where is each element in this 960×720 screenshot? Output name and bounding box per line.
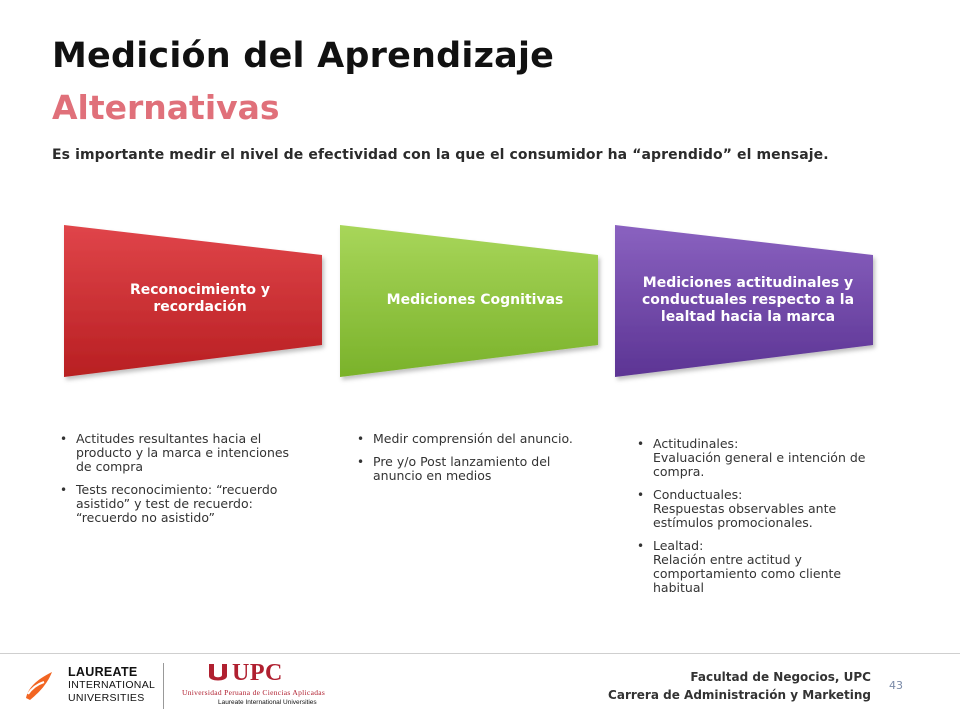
upc-full-name: Universidad Peruana de Ciencias Aplicadas xyxy=(182,688,326,697)
list-item xyxy=(637,539,887,595)
banner-heading-1: Reconocimiento y recordación xyxy=(129,282,271,315)
list-item: • Actitudes resultantes hacia el producto y la marca e intenciones de compra xyxy=(60,432,300,474)
bullet-label: • Lealtad: xyxy=(653,538,704,553)
list-item: • Medir comprensión del anuncio. xyxy=(357,432,597,446)
banner-heading-2: Mediciones Cognitivas xyxy=(386,291,564,308)
bullet-list-2 xyxy=(357,432,597,492)
footer-divider xyxy=(0,653,960,654)
footer-line-2: Carrera de Administración y Marketing xyxy=(608,688,871,702)
footer-text xyxy=(608,668,871,704)
bullet-text: Relación entre actitud y comportamiento como cliente habitual xyxy=(653,552,842,595)
bullet-list-1 xyxy=(60,432,300,534)
upc-emblem-icon xyxy=(205,660,231,686)
bullet-label: • Conductuales: xyxy=(653,487,743,502)
upc-subtitle: Laureate International Universities xyxy=(218,699,317,706)
slide-title: Medición del Aprendizaje xyxy=(52,36,555,76)
list-item xyxy=(637,437,887,479)
bullet-label: • Actitudinales: xyxy=(653,436,739,451)
footer-line-1: Facultad de Negocios, UPC xyxy=(690,670,871,684)
page-number: 43 xyxy=(889,679,903,692)
list-item: • Tests reconocimiento: “recuerdo asistido” y test de recuerdo: “recuerdo no asistido” xyxy=(60,483,300,525)
laureate-logo: LAUREATE INTERNATIONAL UNIVERSITIES xyxy=(68,665,156,704)
bullet-text: Respuestas observables ante estímulos promocionales. xyxy=(653,501,837,530)
upc-logo: UPC xyxy=(232,660,283,686)
intro-text: Es importante medir el nivel de efectividad con la que el consumidor ha “aprendido” el mensaje. xyxy=(52,147,829,163)
bullet-text: Evaluación general e intención de compra. xyxy=(653,450,866,479)
logo-divider xyxy=(163,663,164,709)
slide-subtitle: Alternativas xyxy=(52,88,280,127)
bullet-list-3 xyxy=(637,437,887,604)
list-item: • Pre y/o Post lanzamiento del anuncio en medios xyxy=(357,455,597,483)
banner-heading-3: Mediciones actitudinales y conductuales respecto a la lealtad hacia la marca xyxy=(641,274,855,325)
laureate-logo-icon xyxy=(22,668,58,704)
list-item xyxy=(637,488,887,530)
